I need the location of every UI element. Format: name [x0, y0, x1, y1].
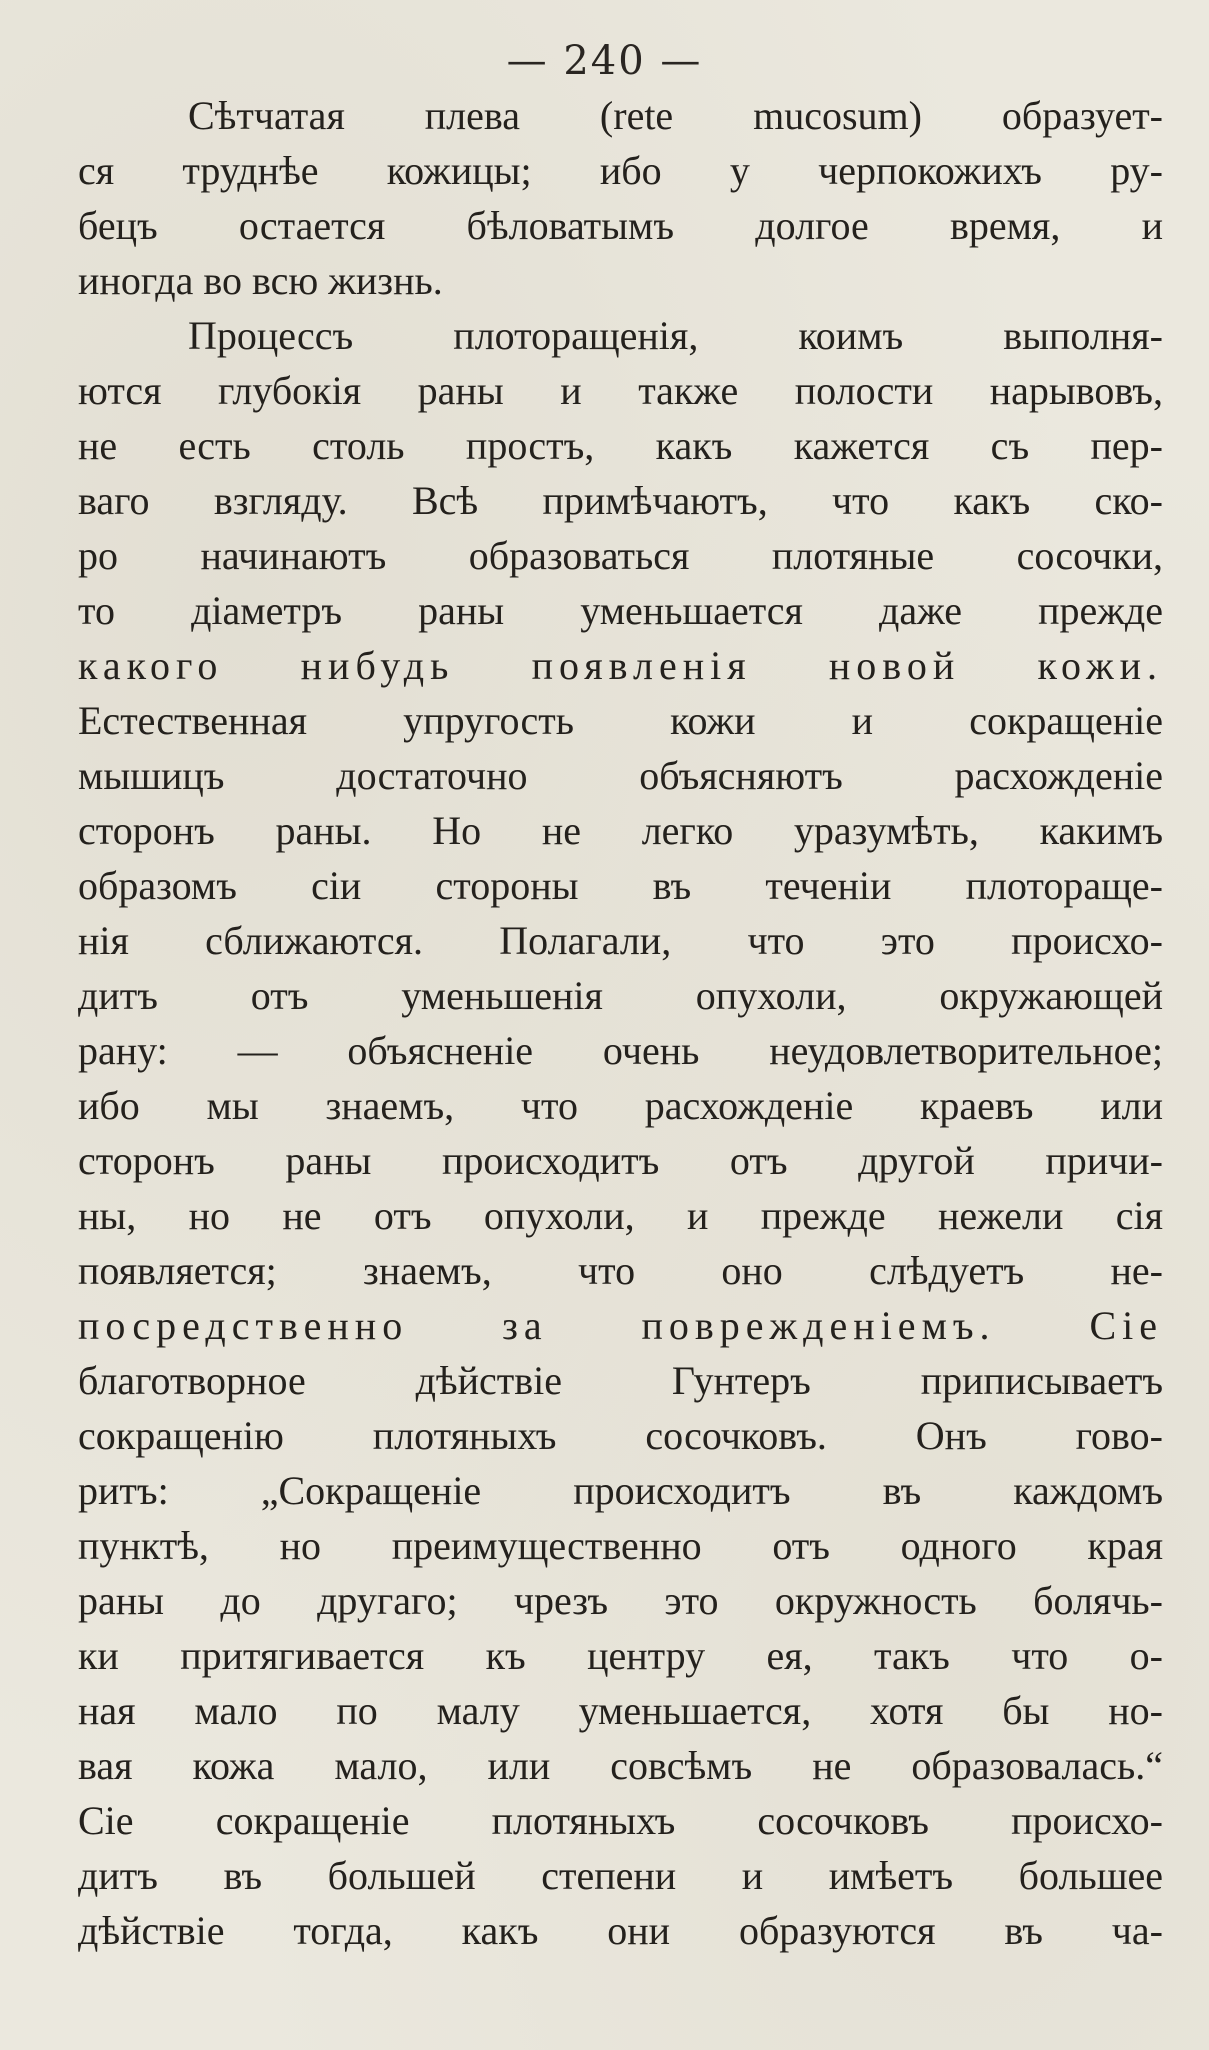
text-line: Процессъ плоторащенія, коимъ выполня- [188, 313, 1163, 358]
text-line: вая кожа мало, или совсѣмъ не образовалась.“ [78, 1743, 1163, 1788]
text-line: не есть столь простъ, какъ кажется съ пер- [78, 423, 1163, 468]
body-text [78, 88, 1163, 1958]
text-line: благотворное дѣйствіе Гунтеръ приписываетъ [78, 1358, 1163, 1403]
text-line: Сѣтчатая плева (rete mucosum) образует- [188, 93, 1163, 138]
text-line: ются глубокія раны и также полости нарывовъ, [78, 368, 1163, 413]
text-line: ваго взгляду. Всѣ примѣчаютъ, что какъ ско- [78, 478, 1163, 523]
text-line: ро начинаютъ образоваться плотяные сосочки, [78, 533, 1163, 578]
text-line: ки притягивается къ центру ея, такъ что о- [78, 1633, 1163, 1678]
text-line: ся труднѣе кожицы; ибо у черпокожихъ ру- [78, 148, 1163, 193]
text-line: сокращенію плотяныхъ сосочковъ. Онъ гово- [78, 1413, 1163, 1458]
text-line: Естественная упругость кожи и сокращеніе [78, 698, 1163, 743]
text-line: то діаметръ раны уменьшается даже прежде [78, 588, 1163, 633]
text-line: мышицъ достаточно объясняютъ расхожденіе [78, 753, 1163, 798]
text-line: дитъ въ большей степени и имѣетъ большее [78, 1853, 1163, 1898]
page-number: — 240 — [506, 38, 703, 84]
text-line: появляется; знаемъ, что оно слѣдуетъ не- [78, 1248, 1163, 1293]
text-line: ная мало по малу уменьшается, хотя бы но- [78, 1688, 1163, 1733]
text-line: ритъ: „Сокращеніе происходитъ въ каждомъ [78, 1468, 1163, 1513]
text-line: сторонъ раны. Но не легко уразумѣть, какимъ [78, 808, 1163, 853]
text-line: сторонъ раны происходитъ отъ другой причи- [78, 1138, 1163, 1183]
text-line: пунктѣ, но преимущественно отъ одного края [78, 1523, 1163, 1568]
text-line: посредственно за поврежденіемъ. Сіе [78, 1303, 1163, 1348]
text-line: образомъ сіи стороны въ теченіи плоторащe- [78, 863, 1163, 908]
text-line: ны, но не отъ опухоли, и прежде нежели сія [78, 1193, 1163, 1238]
text-line: какого нибудь появленія новой кожи. [78, 643, 1163, 688]
text-line: ибо мы знаемъ, что расхожденіе краевъ или [78, 1083, 1163, 1128]
text-line: нія сближаются. Полагали, что это происхо- [78, 918, 1163, 963]
text-line: бецъ остается бѣловатымъ долгое время, и [78, 203, 1163, 248]
text-line: раны до другаго; чрезъ это окружность болячь- [78, 1578, 1163, 1623]
text-line: рану: — объясненіе очень неудовлетворительное; [78, 1028, 1163, 1073]
text-line: Сіе сокращеніе плотяныхъ сосочковъ происхо- [78, 1798, 1163, 1843]
text-line: дитъ отъ уменьшенія опухоли, окружающей [78, 973, 1163, 1018]
text-line: дѣйствіе тогда, какъ они образуются въ ча- [78, 1908, 1163, 1953]
text-line: иногда во всю жизнь. [78, 258, 443, 303]
